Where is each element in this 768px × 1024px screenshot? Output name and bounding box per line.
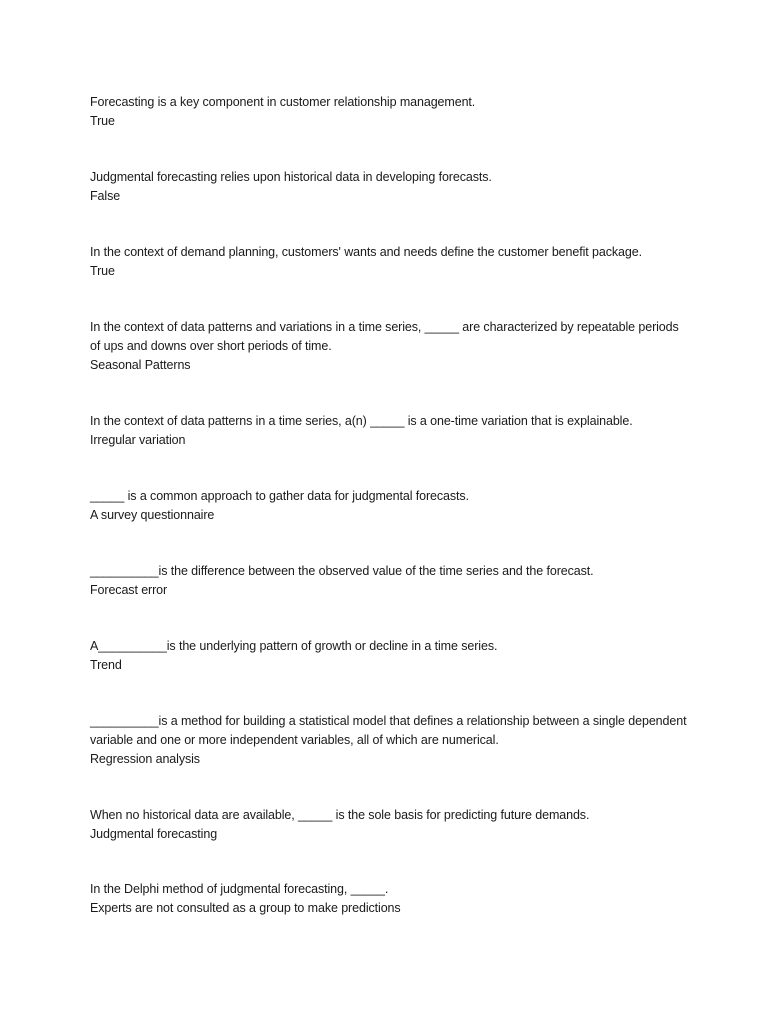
qa-item-11: [90, 880, 690, 918]
qa-item-2: [90, 168, 690, 206]
answer-text: Trend: [90, 658, 122, 672]
question-text: In the context of demand planning, customers' wants and needs define the customer benefit package.: [90, 245, 642, 259]
question-text: _____ is a common approach to gather data for judgmental forecasts.: [90, 489, 469, 503]
qa-item-7: [90, 562, 690, 600]
qa-item-5: [90, 412, 690, 450]
qa-item-9: [90, 712, 690, 769]
qa-item-6: [90, 487, 690, 525]
answer-text: Seasonal Patterns: [90, 358, 191, 372]
question-text: When no historical data are available, _____ is the sole basis for predicting future demands.: [90, 808, 590, 822]
question-text: Judgmental forecasting relies upon historical data in developing forecasts.: [90, 170, 492, 184]
question-text: Forecasting is a key component in customer relationship management.: [90, 95, 476, 109]
question-text: In the Delphi method of judgmental forecasting, _____.: [90, 882, 389, 896]
question-text: __________is the difference between the observed value of the time series and the forecast.: [90, 564, 594, 578]
qa-item-8: [90, 637, 690, 675]
answer-text: A survey questionnaire: [90, 508, 215, 522]
qa-item-1: [90, 93, 690, 131]
answer-text: True: [90, 264, 115, 278]
question-text: __________is a method for building a statistical model that defines a relationship between a single dependent variable and one or more independent variables, all of which are numerical.: [90, 714, 687, 747]
qa-item-4: [90, 318, 690, 375]
answer-text: False: [90, 189, 121, 203]
answer-text: Irregular variation: [90, 433, 186, 447]
question-text: In the context of data patterns in a time series, a(n) _____ is a one-time variation that is explainable.: [90, 414, 633, 428]
answer-text: Judgmental forecasting: [90, 827, 218, 841]
answer-text: True: [90, 114, 115, 128]
qa-item-10: [90, 806, 690, 844]
answer-text: Regression analysis: [90, 752, 200, 766]
question-text: A__________is the underlying pattern of growth or decline in a time series.: [90, 639, 498, 653]
answer-text: Forecast error: [90, 583, 168, 597]
answer-text: Experts are not consulted as a group to make predictions: [90, 901, 401, 915]
question-text: In the context of data patterns and variations in a time series, _____ are characterized by repeatable periods of ups and downs over short periods of time.: [90, 320, 679, 353]
qa-item-3: [90, 243, 690, 281]
